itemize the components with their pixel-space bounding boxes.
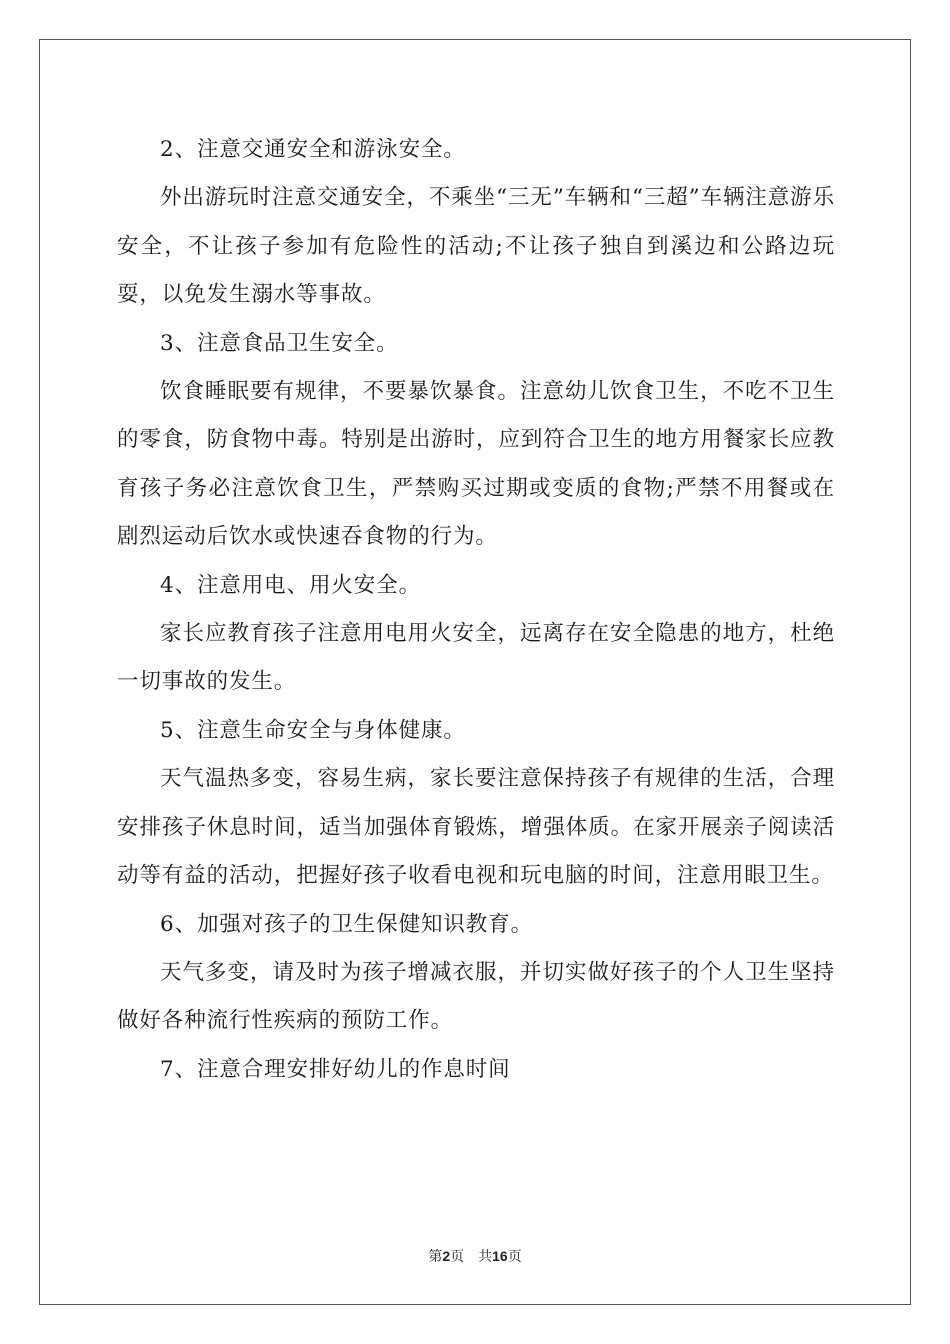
total-prefix: 共 <box>478 1249 493 1265</box>
page-prefix: 第 <box>428 1249 443 1265</box>
page-number: 2 <box>442 1248 451 1264</box>
section-body-2: 外出游玩时注意交通安全，不乘坐“三无”车辆和“三超”车辆注意游乐安全，不让孩子参加有危险性的活动;不让孩子独自到溪边和公路边玩耍，以免发生溺水等事故。 <box>117 185 835 308</box>
section-heading-4: 4、注意用电、用火安全。 <box>160 572 421 598</box>
section-body-6: 天气多变，请及时为孩子增减衣服，并切实做好孩子的个人卫生坚持做好各种流行性疾病的预防工作。 <box>117 959 835 1034</box>
section-heading-6: 6、加强对孩子的卫生保健知识教育。 <box>160 911 533 937</box>
section-body-4: 家长应教育孩子注意用电用火安全，远离存在安全隐患的地方，杜绝一切事故的发生。 <box>117 621 835 695</box>
section-body-5: 天气温热多变，容易生病，家长要注意保持孩子有规律的生活，合理安排孩子休息时间，适当加强体育锻炼，增强体质。在家开展亲子阅读活动等有益的活动，把握好孩子收看电视和玩电脑的时间，注意用眼卫生。 <box>117 766 835 889</box>
page-footer <box>0 1246 950 1266</box>
section-heading-2: 2、注意交通安全和游泳安全。 <box>160 137 466 162</box>
page-suffix: 页 <box>450 1249 465 1265</box>
document-body <box>117 126 835 1094</box>
section-heading-3: 3、注意食品卫生安全。 <box>160 330 399 356</box>
section-heading-7: 7、注意合理安排好幼儿的作息时间 <box>160 1056 511 1082</box>
section-body-3: 饮食睡眠要有规律，不要暴饮暴食。注意幼儿饮食卫生，不吃不卫生的零食，防食物中毒。特别是出游时，应到符合卫生的地方用餐家长应教育孩子务必注意饮食卫生，严禁购买过期或变质的食物;严禁不用餐或在剧烈运动后饮水或快速吞食物的行为。 <box>117 379 835 550</box>
total-suffix: 页 <box>507 1249 522 1265</box>
section-heading-5: 5、注意生命安全与身体健康。 <box>160 717 466 743</box>
total-pages: 16 <box>492 1248 508 1264</box>
